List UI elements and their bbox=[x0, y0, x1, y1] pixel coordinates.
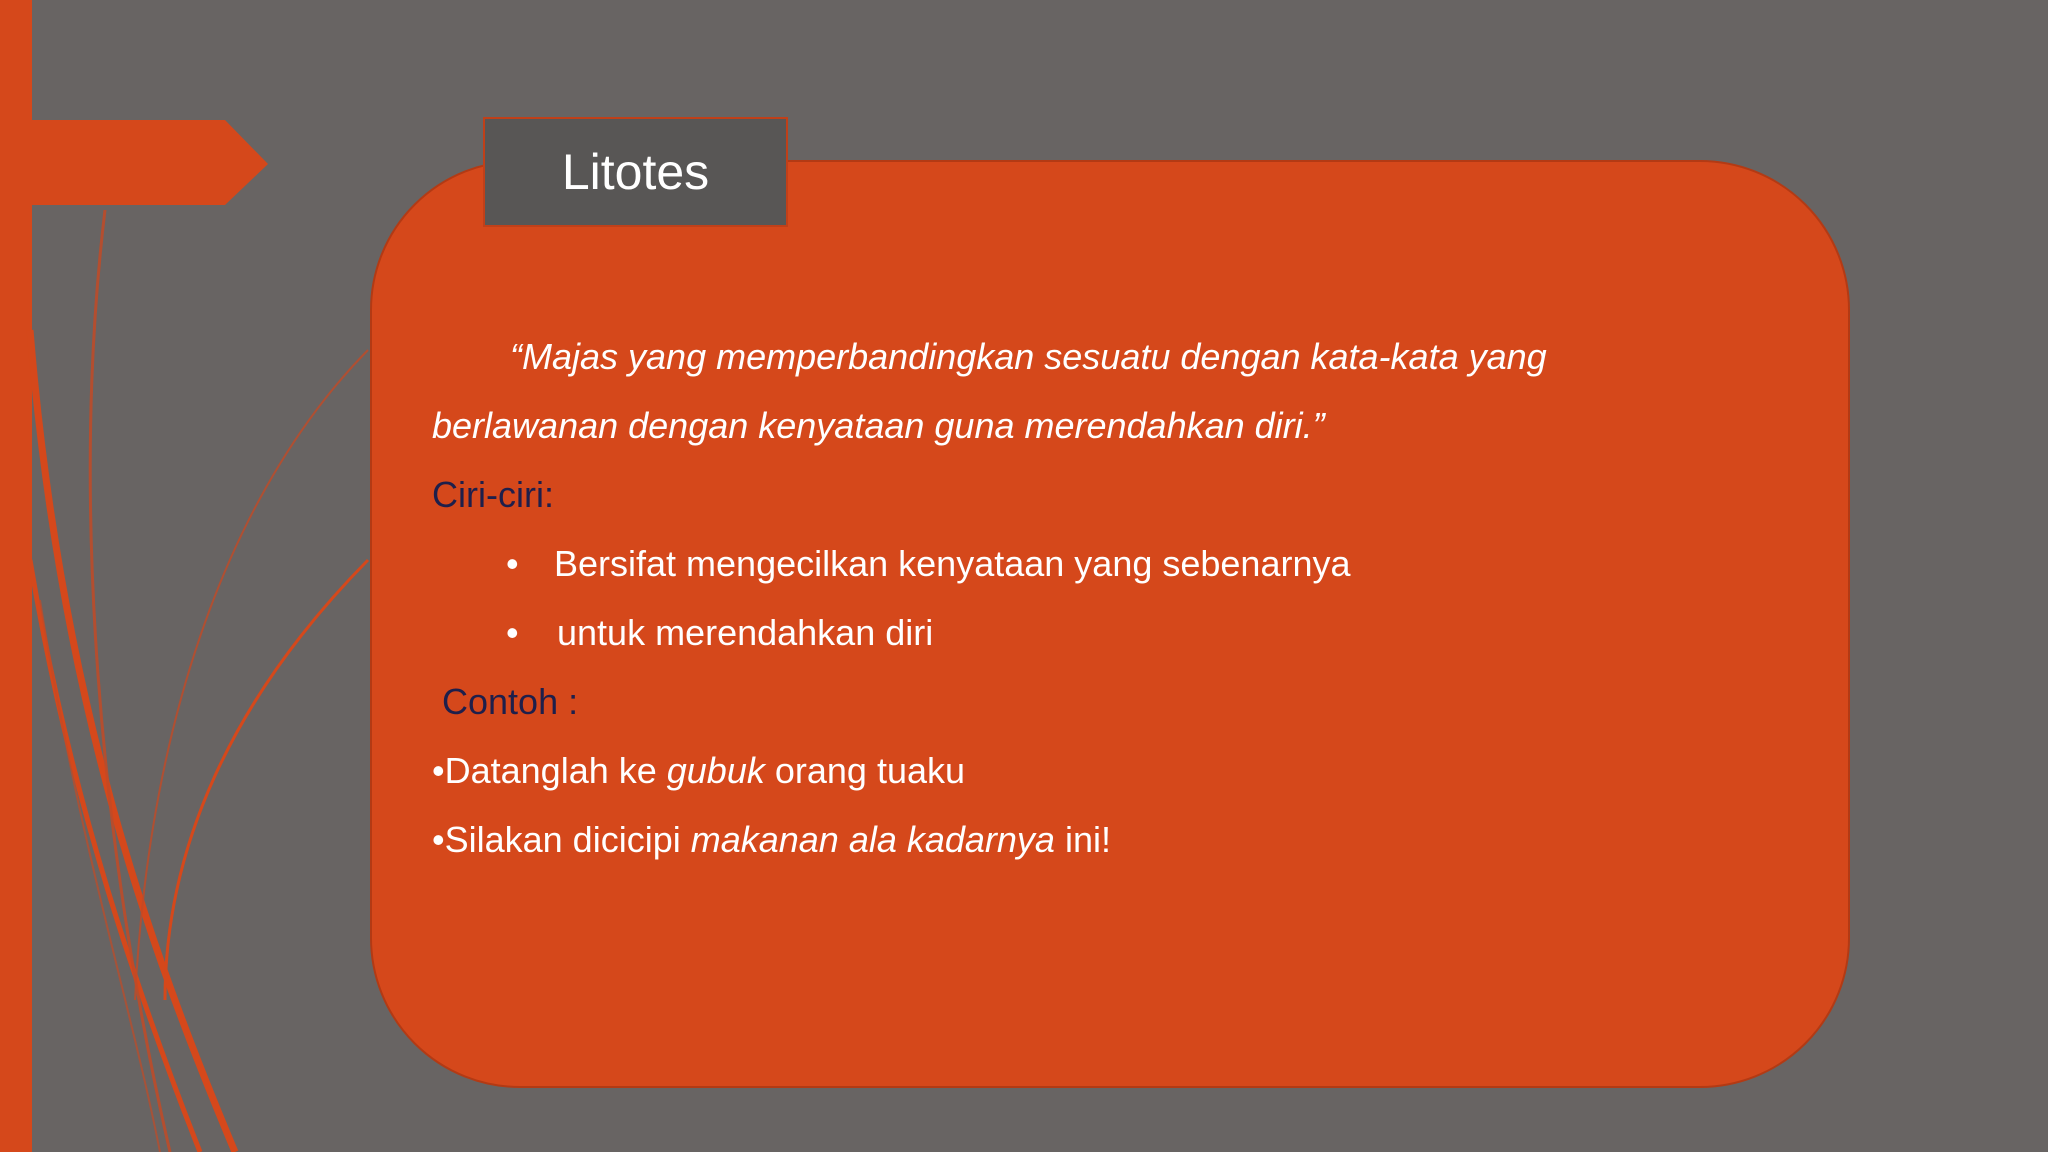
example-text: orang tuaku bbox=[764, 750, 966, 791]
examples-heading: Contoh : bbox=[442, 681, 579, 722]
deco-curve-5 bbox=[165, 560, 368, 1000]
bullet-icon: • bbox=[506, 543, 519, 584]
definition-line-1: “Majas yang memperbandingkan sesuatu dengan kata-kata yang bbox=[510, 336, 1547, 377]
title-box bbox=[483, 117, 788, 227]
example-text: ini! bbox=[1054, 819, 1111, 860]
example-text: •Datanglah ke bbox=[432, 750, 667, 791]
feature-item bbox=[432, 598, 1792, 667]
example-item bbox=[432, 805, 1792, 874]
left-accent-bar bbox=[0, 0, 32, 1152]
feature-item bbox=[432, 529, 1792, 598]
bullet-icon: • bbox=[506, 612, 519, 653]
arrow-banner bbox=[32, 120, 268, 205]
feature-text: untuk merendahkan diri bbox=[557, 612, 934, 653]
features-heading: Ciri-ciri: bbox=[432, 474, 554, 515]
slide-title: Litotes bbox=[561, 144, 710, 200]
example-emphasis: gubuk bbox=[666, 750, 765, 791]
deco-curve-4 bbox=[135, 350, 368, 1000]
example-text: •Silakan dicicipi bbox=[432, 819, 691, 860]
definition-line-2: berlawanan dengan kenyataan guna merendahkan diri.” bbox=[432, 405, 1325, 446]
example-item bbox=[432, 736, 1792, 805]
feature-text: Bersifat mengecilkan kenyataan yang sebenarnya bbox=[554, 543, 1351, 584]
example-emphasis: makanan ala kadarnya bbox=[690, 819, 1055, 860]
slide-body bbox=[432, 322, 1792, 874]
deco-curve-3 bbox=[90, 210, 170, 1152]
